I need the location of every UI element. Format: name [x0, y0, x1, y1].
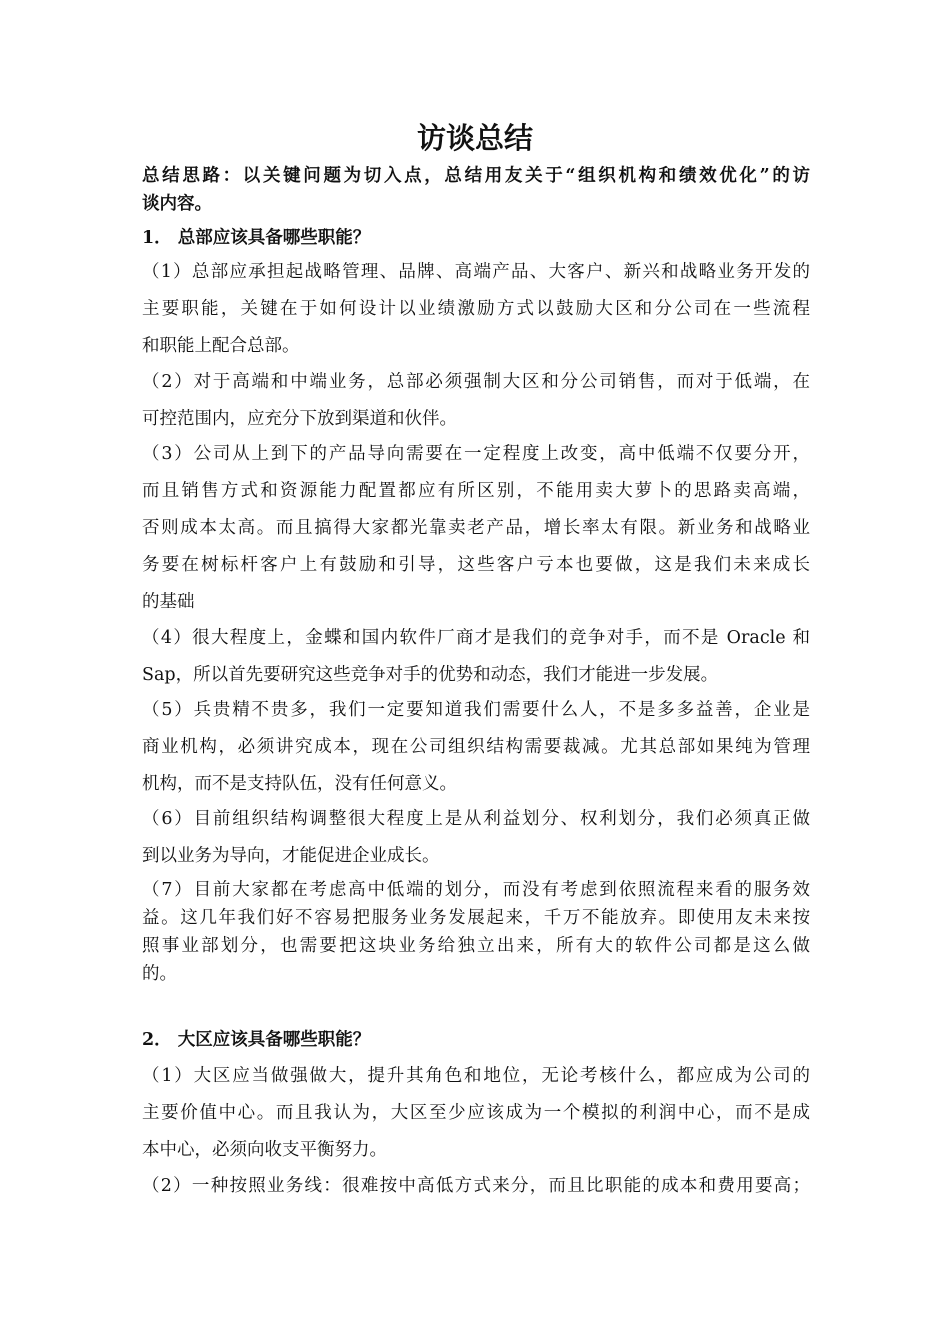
text-line: Sap，所以首先要研究这些竞争对手的优势和动态，我们才能进一步发展。	[142, 665, 719, 685]
section-heading-text: 1． 总部应该具备哪些职能？	[142, 228, 371, 248]
text-line: 益。这几年我们好不容易把服务业务发展起来，千万不能放弃。即使用友未来按	[142, 908, 810, 928]
summary-line: 总结思路：以关键问题为切入点，总结用友关于“组织机构和绩效优化”的访	[142, 166, 810, 186]
summary	[142, 162, 810, 218]
text-line: （6）目前组织结构调整很大程度上是从利益划分、权利划分，我们必须真正做	[142, 809, 810, 829]
page-title: 访谈总结	[416, 121, 533, 155]
text-line: （2）一种按照业务线：很难按中高低方式来分，而且比职能的成本和费用要高；	[142, 1176, 810, 1196]
text-line: 的。	[142, 964, 177, 984]
paragraph	[142, 364, 810, 438]
text-line: 主要价值中心。而且我认为，大区至少应该成为一个模拟的利润中心，而不是成	[142, 1103, 810, 1123]
text-line: 而且销售方式和资源能力配置都应有所区别，不能用卖大萝卜的思路卖高端，	[142, 481, 810, 501]
text-line: （7）目前大家都在考虑高中低端的划分，而没有考虑到依照流程来看的服务效	[142, 880, 810, 900]
text-line: 主要职能，关键在于如何设计以业绩激励方式以鼓励大区和分公司在一些流程	[142, 299, 810, 319]
text-line: 否则成本太高。而且搞得大家都光靠卖老产品，增长率太有限。新业务和战略业	[142, 518, 810, 538]
text-line: （4）很大程度上，金蝶和国内软件厂商才是我们的竞争对手，而不是 Oracle 和	[142, 628, 810, 648]
paragraph	[142, 692, 810, 803]
section-heading-text: 2． 大区应该具备哪些职能？	[142, 1030, 371, 1050]
section-heading	[142, 1026, 810, 1054]
text-line: 本中心，必须向收支平衡努力。	[142, 1140, 387, 1160]
text-line: （2）对于高端和中端业务，总部必须强制大区和分公司销售，而对于低端，在	[142, 372, 810, 392]
text-line: 可控范围内，应充分下放到渠道和伙伴。	[142, 409, 457, 429]
paragraph	[142, 801, 810, 875]
paragraph	[142, 620, 810, 694]
paragraph	[142, 1168, 810, 1205]
section-heading	[142, 224, 810, 252]
text-line: （1）总部应承担起战略管理、品牌、高端产品、大客户、新兴和战略业务开发的	[142, 262, 810, 282]
paragraph	[142, 1058, 810, 1169]
text-line: 商业机构，必须讲究成本，现在公司组织结构需要裁减。尤其总部如果纯为管理	[142, 737, 810, 757]
text-line: 照事业部划分，也需要把这块业务给独立出来，所有大的软件公司都是这么做	[142, 936, 810, 956]
paragraph	[142, 876, 810, 988]
paragraph	[142, 254, 810, 365]
paragraph	[142, 436, 810, 621]
text-line: （5）兵贵精不贵多，我们一定要知道我们需要什么人，不是多多益善，企业是	[142, 700, 810, 720]
text-line: （3）公司从上到下的产品导向需要在一定程度上改变，高中低端不仅要分开，	[142, 444, 810, 464]
text-line: （1）大区应当做强做大，提升其角色和地位，无论考核什么，都应成为公司的	[142, 1066, 810, 1086]
text-line: 到以业务为导向，才能促进企业成长。	[142, 846, 440, 866]
summary-line: 谈内容。	[142, 194, 212, 214]
text-line: 务要在树标杆客户上有鼓励和引导，这些客户亏本也要做，这是我们未来成长	[142, 555, 810, 575]
text-line: 和职能上配合总部。	[142, 336, 300, 356]
text-line: 的基础	[142, 592, 195, 612]
text-line: 机构，而不是支持队伍，没有任何意义。	[142, 774, 457, 794]
